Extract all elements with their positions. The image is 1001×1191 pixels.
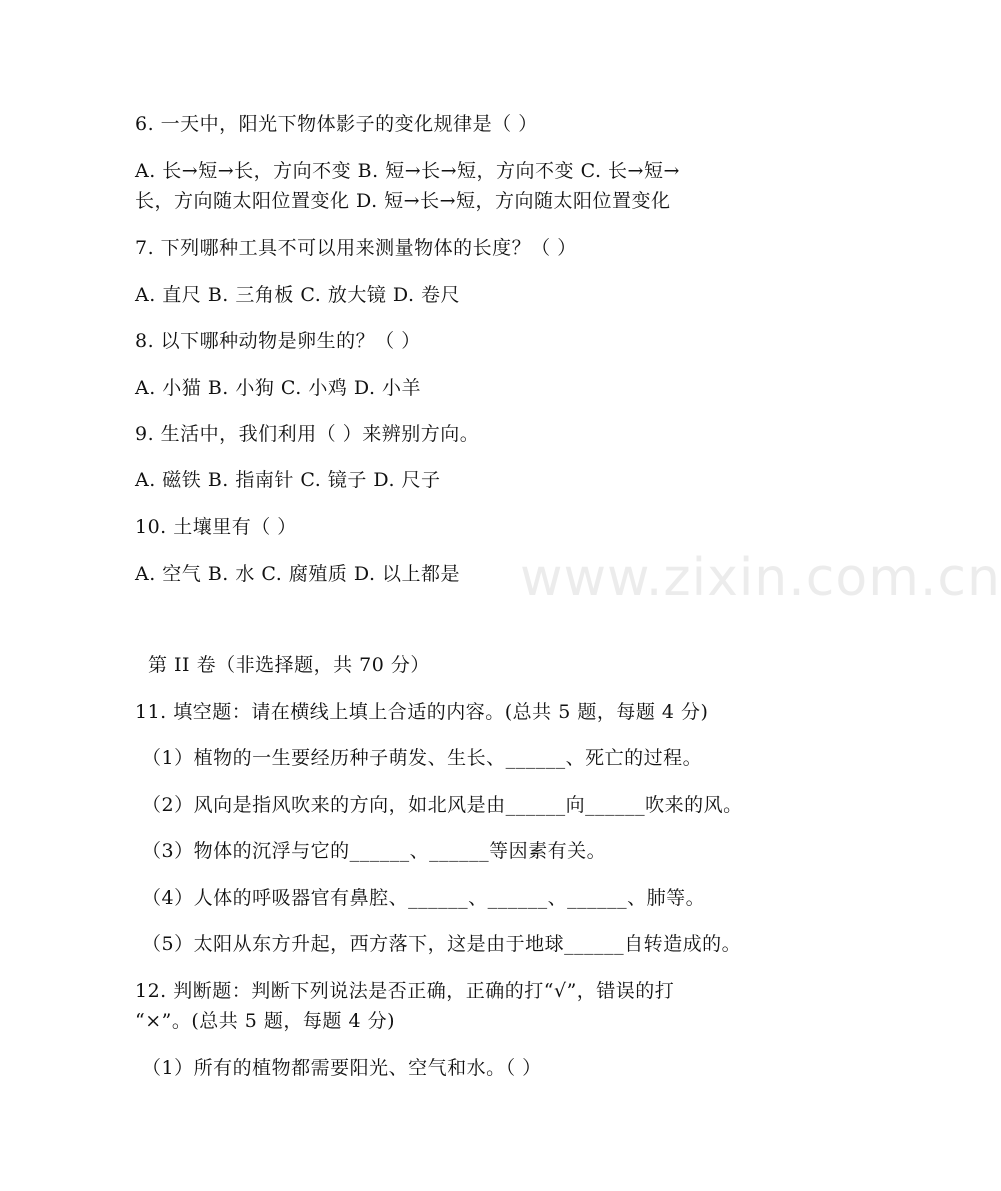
question-12-line-2: “×”。(总共 5 题，每题 4 分): [135, 1010, 396, 1032]
question-8-options: A. 小猫 B. 小狗 C. 小鸡 D. 小羊: [135, 377, 422, 399]
question-11-item-5: （5）太阳从东方升起，西方落下，这是由于地球______自转造成的。: [142, 933, 742, 955]
question-10: 10. 土壤里有（ ）: [135, 516, 297, 538]
question-8: 8. 以下哪种动物是卵生的？（ ）: [135, 330, 421, 352]
question-9: 9. 生活中，我们利用（ ）来辨别方向。: [135, 423, 480, 445]
part-2-heading: 第 II 卷（非选择题，共 70 分）: [148, 654, 430, 676]
question-11-item-3: （3）物体的沉浮与它的______、______等因素有关。: [142, 840, 607, 862]
question-6: 6. 一天中，阳光下物体影子的变化规律是（ ）: [135, 113, 538, 135]
question-12-item-1: （1）所有的植物都需要阳光、空气和水。（ ）: [142, 1057, 542, 1079]
question-11-item-2: （2）风向是指风吹来的方向，如北风是由______向______吹来的风。: [142, 794, 743, 816]
question-9-options: A. 磁铁 B. 指南针 C. 镜子 D. 尺子: [135, 469, 441, 491]
question-11-item-1: （1）植物的一生要经历种子萌发、生长、______、死亡的过程。: [142, 747, 703, 769]
question-12-line-1: 12. 判断题：判断下列说法是否正确，正确的打“√”，错误的打: [135, 980, 675, 1002]
question-6-options-line-1: A. 长→短→长，方向不变 B. 短→长→短，方向不变 C. 长→短→: [135, 160, 680, 182]
watermark: www.zixin.com.cn: [520, 548, 1001, 608]
question-11: 11. 填空题：请在横线上填上合适的内容。(总共 5 题，每题 4 分): [135, 701, 709, 723]
question-11-item-4: （4）人体的呼吸器官有鼻腔、______、______、______、肺等。: [142, 887, 706, 909]
question-7-options: A. 直尺 B. 三角板 C. 放大镜 D. 卷尺: [135, 284, 461, 306]
question-10-options: A. 空气 B. 水 C. 腐殖质 D. 以上都是: [135, 563, 461, 585]
question-7: 7. 下列哪种工具不可以用来测量物体的长度？（ ）: [135, 237, 577, 259]
question-6-options-line-2: 长，方向随太阳位置变化 D. 短→长→短，方向随太阳位置变化: [135, 190, 671, 212]
